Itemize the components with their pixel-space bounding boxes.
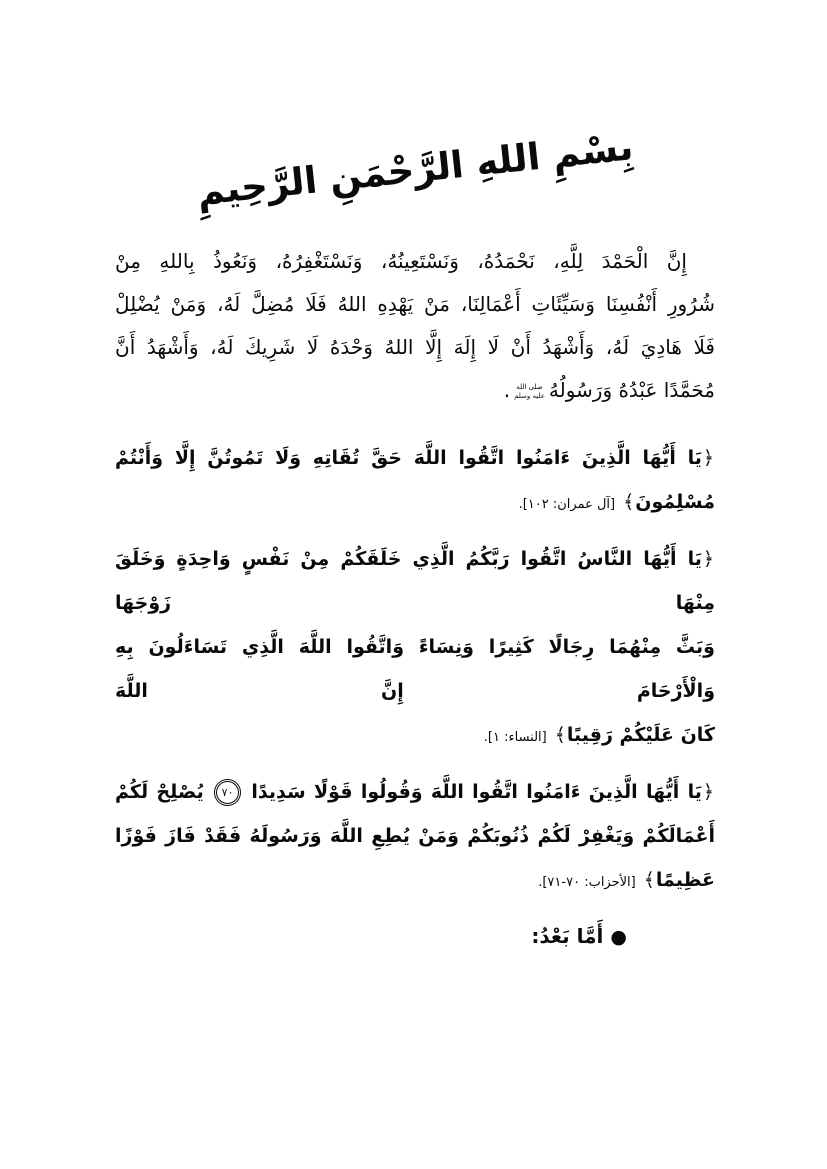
verse-open-ornament-icon: ﴿ xyxy=(702,447,714,469)
text-block xyxy=(115,240,715,959)
verse-text: مُسْلِمُونَ xyxy=(635,491,715,513)
verse-last-line xyxy=(115,480,715,527)
opening-line-2: شُرُورِ أَنْفُسِنَا وَسَيِّئَاتِ أَعْمَالِنَا، مَنْ يَهْدِهِ اللهُ فَلَا مُضِلَّ لَهُ، وَمَنْ يُضْلِلْ xyxy=(115,292,715,316)
verse-last-line xyxy=(115,858,715,905)
verse-line: وَبَثَّ مِنْهُمَا رِجَالًا كَثِيرًا وَنِسَاءً وَاتَّقُوا اللَّهَ الَّذِي تَسَاءَلُونَ بِهِ وَالْأَرْحَامَ إِنَّ اللَّهَ xyxy=(115,636,715,702)
basmala-text: بِسْمِ اللهِ الرَّحْمَنِ الرَّحِيمِ xyxy=(194,124,636,214)
amma-baad-text: أَمَّا بَعْدُ: xyxy=(531,924,604,948)
verse-last-line xyxy=(115,713,715,760)
verse-line: أَعْمَالَكُمْ وَيَغْفِرْ لَكُمْ ذُنُوبَكُمْ وَمَنْ يُطِعِ اللَّهَ وَرَسُولَهُ فَقَدْ فَازَ فَوْزًا xyxy=(115,825,715,847)
amma-baad-line xyxy=(115,915,715,959)
basmala-calligraphy xyxy=(115,124,715,214)
verse-close-ornament-icon: ﴾ xyxy=(623,491,635,513)
verse-text: يَا أَيُّهَا النَّاسُ اتَّقُوا رَبَّكُمُ الَّذِي خَلَقَكُمْ مِنْ نَفْسٍ وَاحِدَةٍ وَخَلَقَ مِنْهَا زَوْجَهَا xyxy=(115,548,715,614)
opening-line-1: إِنَّ الْحَمْدَ لِلَّهِ، نَحْمَدُهُ، وَنَسْتَعِينُهُ، وَنَسْتَغْفِرُهُ، وَنَعُوذُ بِاللهِ مِنْ xyxy=(115,249,687,273)
sentence-period: . xyxy=(503,378,511,402)
verse-line xyxy=(115,436,715,480)
opening-line-4-text: مُحَمَّدًا عَبْدُهُ وَرَسُولُهُ xyxy=(548,378,715,402)
verse-reference: [الأحزاب: ٧٠-٧١]. xyxy=(538,875,636,890)
verse-text: يُصْلِحْ لَكُمْ xyxy=(115,781,204,803)
opening-paragraph xyxy=(115,240,715,412)
verse-close-ornament-icon: ﴾ xyxy=(554,724,566,746)
verse-text: كَانَ عَلَيْكُمْ رَقِيبًا xyxy=(566,724,715,746)
honorific-top: صلى الله xyxy=(516,382,543,391)
quran-verse-al-imran-102 xyxy=(115,436,715,527)
verse-reference: [النساء: ١]. xyxy=(483,730,547,745)
verse-open-ornament-icon: ﴿ xyxy=(702,781,715,803)
verse-line xyxy=(115,770,715,814)
verse-reference: [آل عمران: ١٠٢]. xyxy=(518,497,616,512)
opening-line-4 xyxy=(115,369,715,412)
verse-text: عَظِيمًا xyxy=(655,869,715,891)
sallallahu-alayhi-wasallam-icon xyxy=(514,383,545,401)
opening-line-3: فَلَا هَادِيَ لَهُ، وَأَشْهَدُ أَنْ لَا إِلَهَ إِلَّا اللهُ وَحْدَهُ لَا شَرِيكَ لَهُ، وَأَشْهَدُ أَنَّ xyxy=(115,335,715,359)
honorific-bottom: عليه وسلم xyxy=(514,391,545,400)
quran-verse-al-ahzab-70-71 xyxy=(115,770,715,905)
verse-text: يَا أَيُّهَا الَّذِينَ ءَامَنُوا اتَّقُوا اللَّهَ حَقَّ تُقَاتِهِ وَلَا تَمُوتُنَّ إِلَّا وَأَنْتُمْ xyxy=(115,447,702,469)
verse-close-ornament-icon: ﴾ xyxy=(643,869,655,891)
verse-open-ornament-icon: ﴿ xyxy=(702,548,714,570)
verse-line xyxy=(115,537,715,625)
verse-text: يَا أَيُّهَا الَّذِينَ ءَامَنُوا اتَّقُوا اللَّهَ وَقُولُوا قَوْلًا سَدِيدًا xyxy=(251,781,702,803)
bullet-icon: ● xyxy=(610,926,627,948)
ayah-number-badge: ٧٠ xyxy=(216,781,239,804)
quran-verse-an-nisa-1 xyxy=(115,537,715,760)
